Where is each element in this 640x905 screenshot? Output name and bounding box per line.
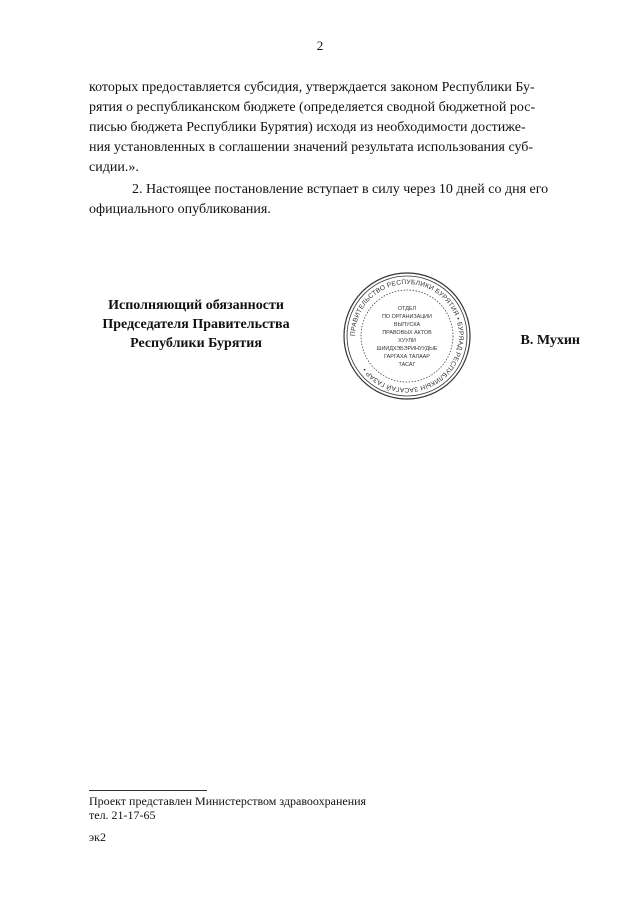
- signatory-position-line: Исполняющий обязанности: [108, 298, 284, 313]
- paragraph-2-line: официального опубликования.: [89, 202, 271, 217]
- footnote-line: тел. 21-17-65: [89, 808, 156, 822]
- seal-outer-ring-inner: [347, 276, 467, 396]
- official-seal: [341, 270, 473, 402]
- signatory-position: [86, 296, 306, 353]
- footnote-line: Проект представлен Министерством здравоохранения: [89, 794, 367, 808]
- paragraph-1-line: которых предоставляется субсидия, утверждается законом Республики Бу-: [89, 80, 535, 95]
- paragraph-2: [89, 180, 579, 220]
- seal-inner-ring: [361, 290, 453, 382]
- signatory-name: В. Мухин: [520, 333, 580, 348]
- footnote-divider: [89, 790, 207, 791]
- seal-ring-text: ПРАВИТЕЛЬСТВО РЕСПУБЛИКИ БУРЯТИЯ • БУРЯАД РЕСПУБЛИКЫН ЗАСАГАЙ ГАЗАР •: [349, 278, 465, 394]
- seal-text-line: ХУУЛИ: [398, 338, 416, 344]
- seal-text-line: ШИИДХЭБЭРИНУУДЫЕ: [376, 346, 438, 352]
- document-code: эк2: [89, 830, 106, 844]
- seal-text-line: ВЫПУСКА: [393, 322, 421, 328]
- paragraph-1-line: писью бюджета Республики Бурятия) исходя из необходимости достиже-: [89, 120, 526, 135]
- paragraph-1-line: сидии.».: [89, 160, 139, 175]
- paragraph-2-line: 2. Настоящее постановление вступает в силу через 10 дней со дня его: [132, 182, 549, 197]
- paragraph-1-line: рятия о республиканском бюджете (определяется сводной бюджетной рос-: [89, 100, 536, 115]
- footnote: [89, 794, 366, 822]
- seal-text-line: ТАСАГ: [398, 362, 416, 368]
- seal-text-line: ПРАВОВЫХ АКТОВ: [382, 330, 432, 336]
- signatory-position-line: Председателя Правительства: [102, 317, 290, 332]
- seal-text-line: ГАРГАХА ТАЛААР: [384, 354, 430, 360]
- page-number: 2: [316, 38, 324, 53]
- paragraph-1-line: ния установленных в соглашении значений результата использования суб-: [89, 140, 534, 155]
- paragraph-1: [89, 78, 579, 178]
- seal-text-line: ОТДЕЛ: [397, 306, 417, 312]
- signatory-position-line: Республики Бурятия: [130, 336, 262, 351]
- seal-text-line: ПО ОРГАНИЗАЦИИ: [382, 314, 432, 320]
- seal-outer-ring: [344, 273, 470, 399]
